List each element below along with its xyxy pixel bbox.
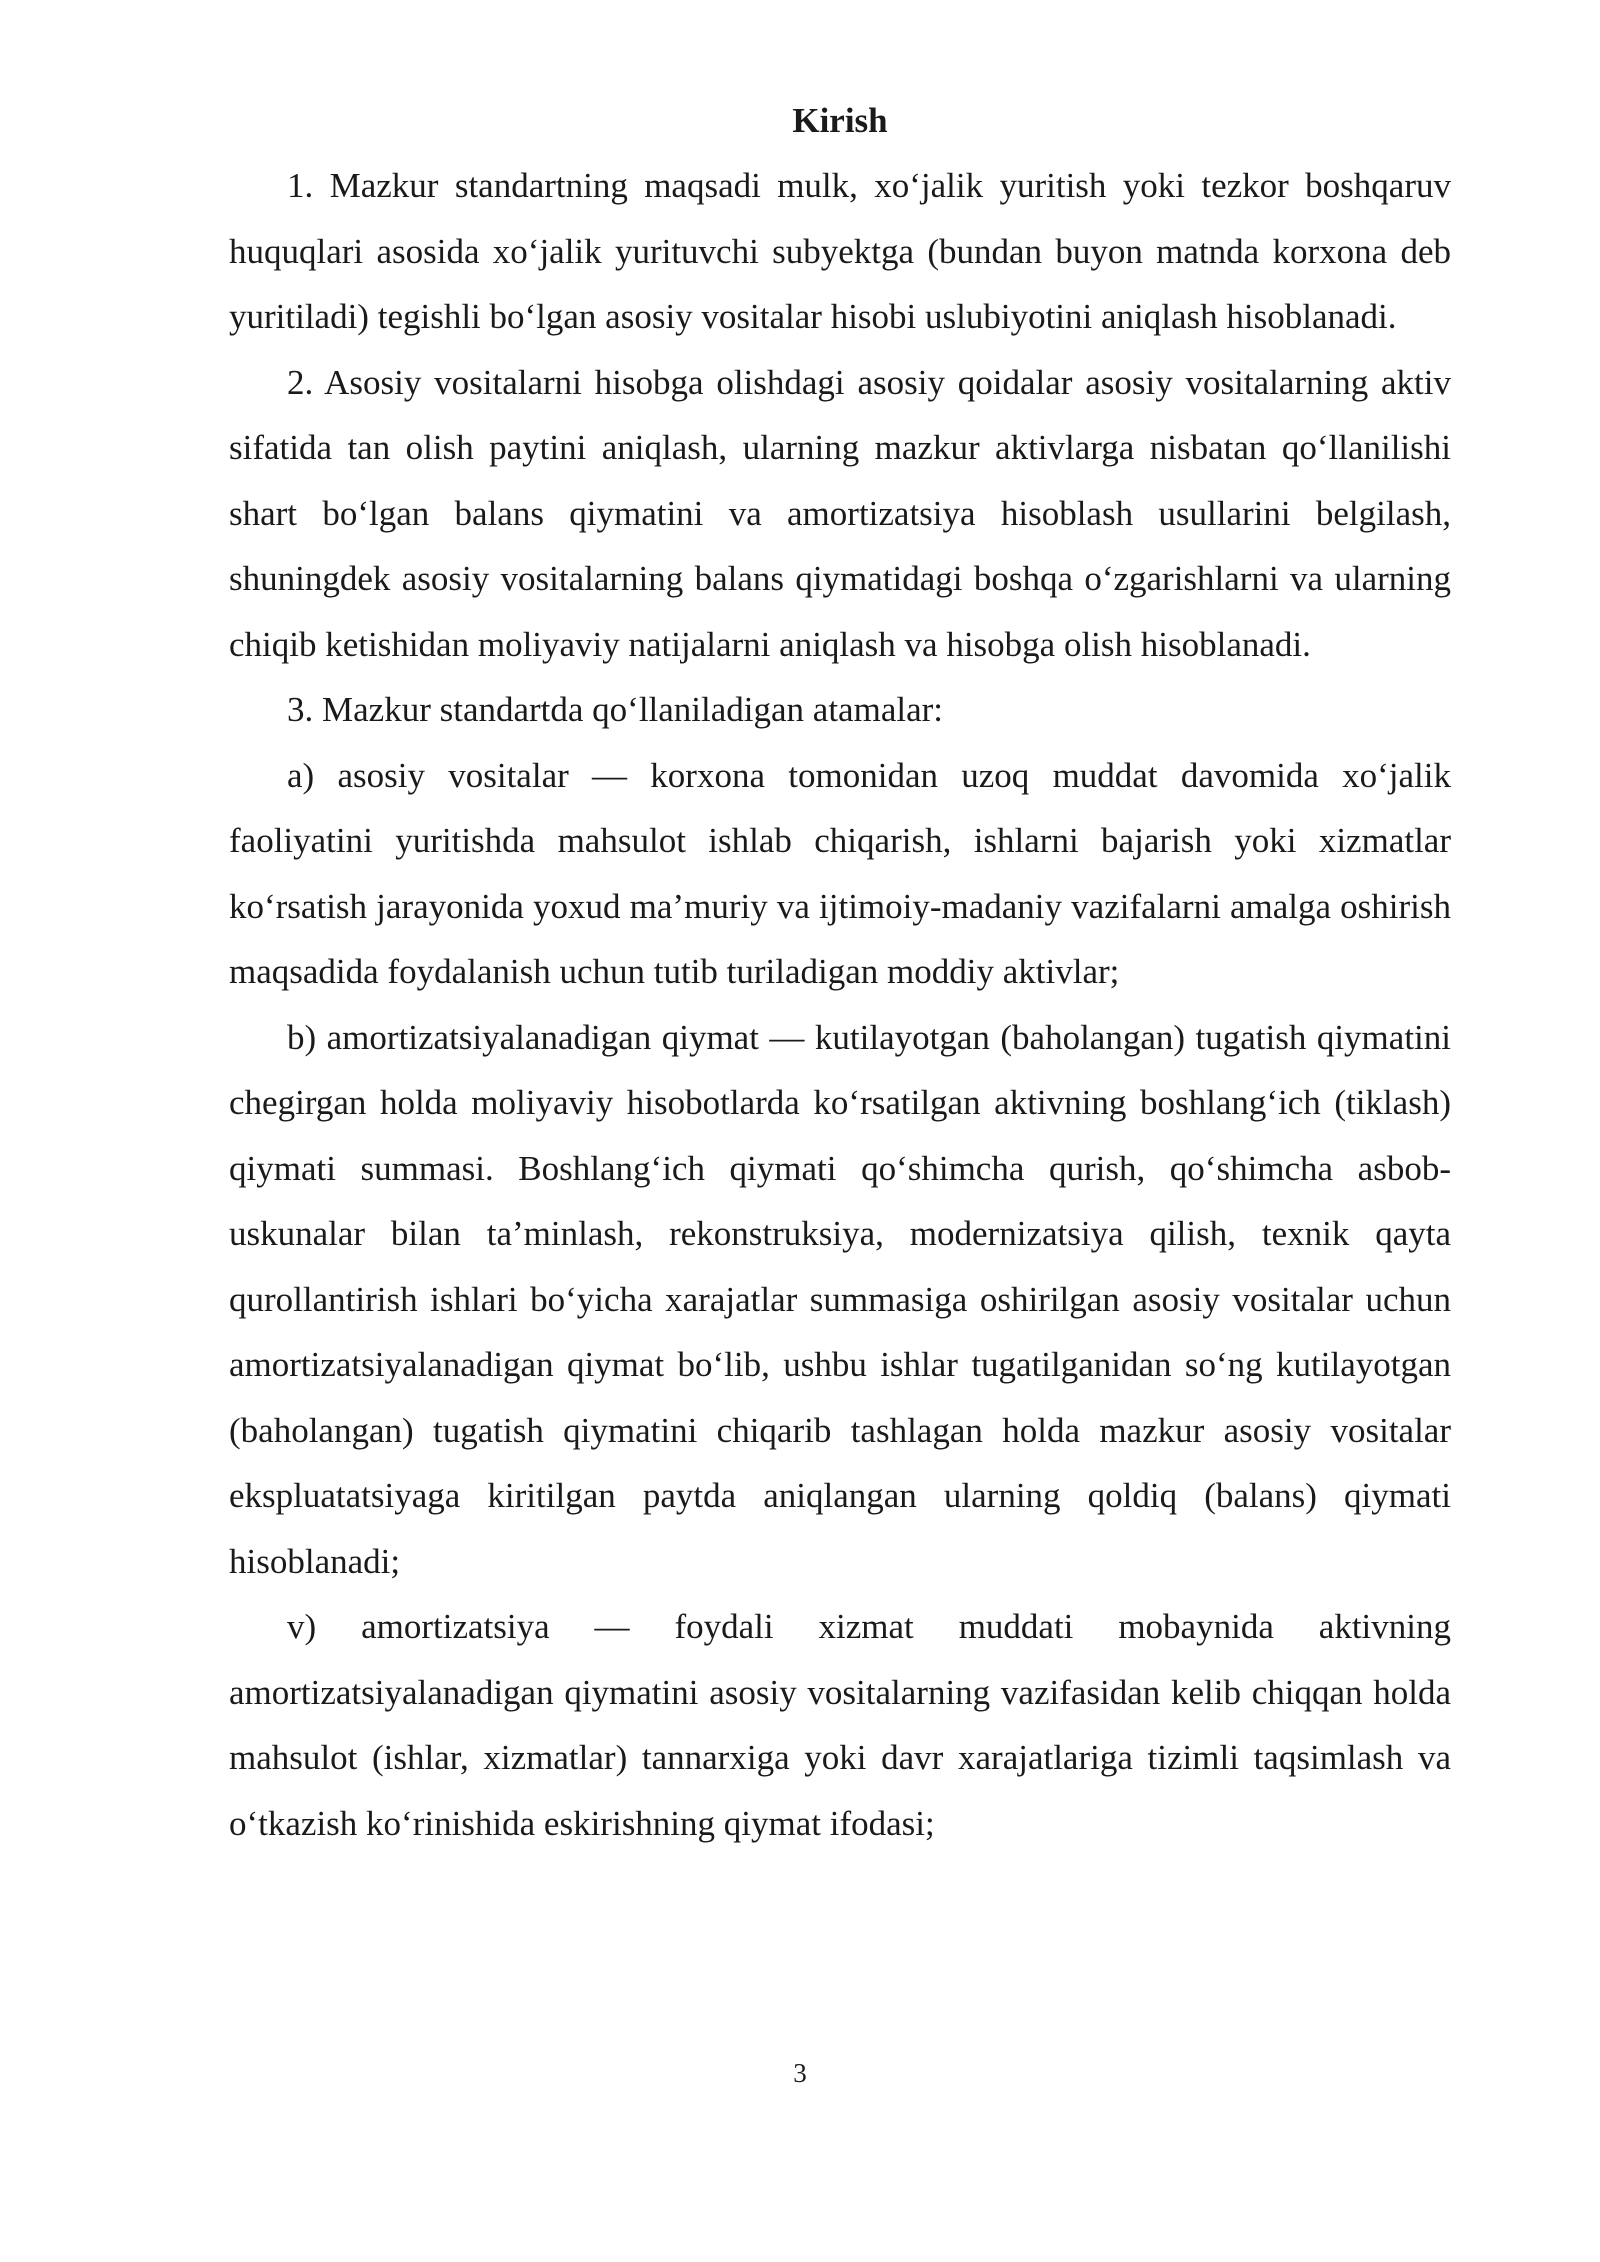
section-title: Kirish (792, 101, 888, 140)
paragraph-term-b: b) amortizatsiyalanadigan qiymat — kutilayotgan (baholangan) tugatish qiymatini chegirgan holda moliyaviy hisobotlarda ko‘rsatilgan aktivning boshlang‘ich (tiklash) qiymati summasi. Boshlang‘ich qiymati qo‘shimcha qurish, qo‘shimcha asbob-uskunalar bilan ta’minlash, rekonstruksiya, modernizatsiya qilish, texnik qayta qurollantirish ishlari bo‘yicha xarajatlar summasiga oshirilgan asosiy vositalar uchun amortizatsiyalanadigan qiymat bo‘lib, ushbu ishlar tugatilganidan so‘ng kutilayotgan (baholangan) tugatish qiymatini chiqarib tashlagan holda mazkur asosiy vositalar ekspluatatsiyaga kiritilgan paytda aniqlangan ularning qoldiq (balans) qiymati hisoblanadi; (229, 1017, 1451, 1581)
paragraph-3: 3. Mazkur standartda qo‘llaniladigan atamalar: (287, 690, 943, 729)
paragraph-term-a: a) asosiy vositalar — korxona tomonidan uzoq muddat davomida xo‘jalik faoliyatini yuritishda mahsulot ishlab chiqarish, ishlarni bajarish yoki xizmatlar ko‘rsatish jarayonida yoxud ma’muriy va ijtimoiy-madaniy vazifalarni amalga oshirish maqsadida foydalanish uchun tutib turiladigan moddiy aktivlar; (229, 755, 1451, 991)
paragraph-1: 1. Mazkur standartning maqsadi mulk, xo‘jalik yuritish yoki tezkor boshqaruv huquqlari asosida xo‘jalik yurituvchi subyektga (bundan buyon matnda korxona deb yuritiladi) tegishli bo‘lgan asosiy vositalar hisobi uslubiyotini aniqlash hisoblanadi. (229, 166, 1451, 336)
paragraph-term-v: v) amortizatsiya — foydali xizmat muddati mobaynida aktivning amortizatsiyalanadigan qiymatini asosiy vositalarning vazifasidan kelib chiqqan holda mahsulot (ishlar, xizmatlar) tannarxiga yoki davr xarajatlariga tizimli taqsimlash va o‘tkazish ko‘rinishida eskirishning qiymat ifodasi; (229, 1607, 1451, 1843)
page-number: 3 (793, 2058, 807, 2088)
paragraph-2: 2. Asosiy vositalarni hisobga olishdagi asosiy qoidalar asosiy vositalarning aktiv sifatida tan olish paytini aniqlash, ularning mazkur aktivlarga nisbatan qo‘llanilishi shart bo‘lgan balans qiymatini va amortizatsiya hisoblash usullarini belgilash, shuningdek asosiy vositalarning balans qiymatidagi boshqa o‘zgarishlarni va ularning chiqib ketishidan moliyaviy natijalarni aniqlash va hisobga olish hisoblanadi. (229, 362, 1451, 664)
page-body (229, 88, 1451, 1856)
